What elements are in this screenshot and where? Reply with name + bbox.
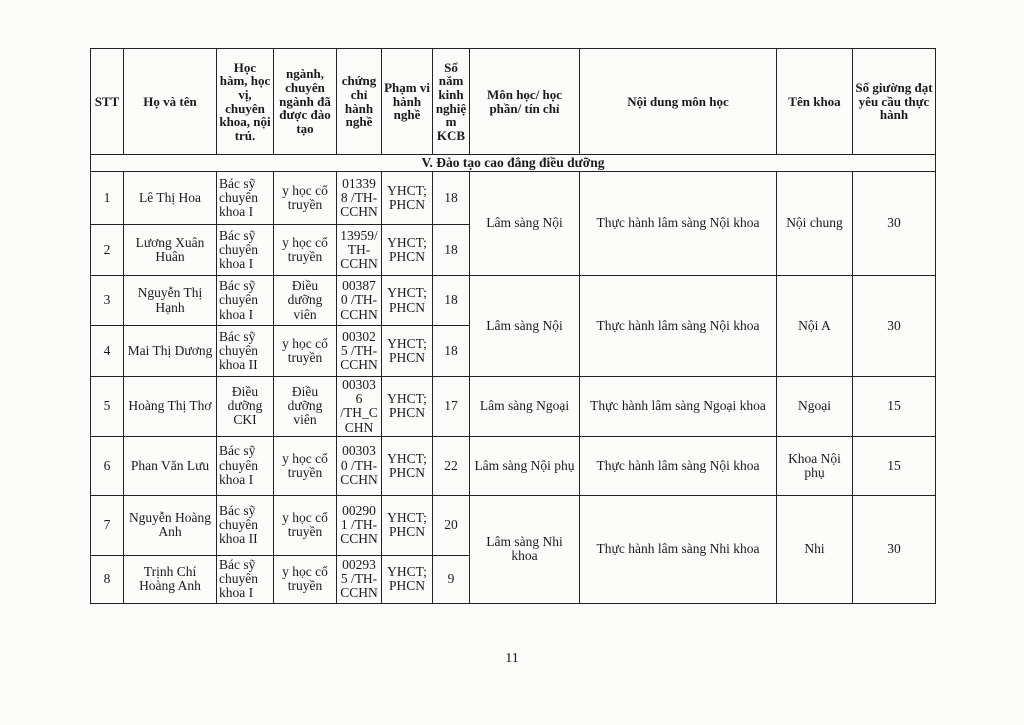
cell-name: Lương Xuân Huân: [124, 225, 217, 276]
cell-content: Thực hành lâm sàng Nội khoa: [580, 276, 777, 377]
cell-scope: YHCT; PHCN: [382, 276, 433, 326]
cell-degree: Bác sỹ chuyên khoa I: [217, 436, 274, 495]
cell-beds: 30: [853, 276, 936, 377]
cell-beds: 15: [853, 377, 936, 437]
cell-major: y học cổ truyền: [274, 225, 337, 276]
cell-cert: 013398 /TH-CCHN: [337, 172, 382, 225]
cell-years: 9: [433, 555, 470, 603]
cell-years: 18: [433, 172, 470, 225]
cell-degree: Bác sỹ chuyên khoa I: [217, 172, 274, 225]
cell-years: 18: [433, 225, 470, 276]
table-row: [91, 276, 936, 326]
cell-years: 18: [433, 276, 470, 326]
cell-stt: 1: [91, 172, 124, 225]
cell-name: Phan Văn Lưu: [124, 436, 217, 495]
page-number: 11: [505, 651, 519, 666]
cell-cert: 002901 /TH-CCHN: [337, 495, 382, 555]
header-cert: chứng chỉ hành nghề: [337, 49, 382, 155]
section-row: [91, 155, 936, 172]
header-stt: STT: [91, 49, 124, 155]
cell-degree: Bác sỹ chuyên khoa I: [217, 225, 274, 276]
header-row: [91, 49, 936, 155]
cell-years: 18: [433, 326, 470, 377]
cell-scope: YHCT; PHCN: [382, 377, 433, 437]
cell-subject: Lâm sàng Nội: [470, 276, 580, 377]
cell-major: y học cổ truyền: [274, 172, 337, 225]
cell-cert: 003025 /TH-CCHN: [337, 326, 382, 377]
cell-name: Hoàng Thị Thơ: [124, 377, 217, 437]
cell-years: 22: [433, 436, 470, 495]
cell-degree: Điều dưỡng CKI: [217, 377, 274, 437]
table-row: [91, 172, 936, 225]
cell-dept: Nhi: [777, 495, 853, 603]
cell-name: Lê Thị Hoa: [124, 172, 217, 225]
cell-degree: Bác sỹ chuyên khoa II: [217, 495, 274, 555]
section-title: V. Đào tạo cao đẳng điều dưỡng: [91, 155, 936, 172]
header-major: ngành, chuyên ngành đã được đào tạo: [274, 49, 337, 155]
cell-major: y học cổ truyền: [274, 326, 337, 377]
header-name: Họ và tên: [124, 49, 217, 155]
cell-degree: Bác sỹ chuyên khoa I: [217, 276, 274, 326]
cell-major: y học cổ truyền: [274, 495, 337, 555]
cell-scope: YHCT; PHCN: [382, 172, 433, 225]
cell-scope: YHCT; PHCN: [382, 326, 433, 377]
cell-dept: Nội A: [777, 276, 853, 377]
cell-name: Nguyễn Thị Hạnh: [124, 276, 217, 326]
cell-cert: 003030 /TH-CCHN: [337, 436, 382, 495]
cell-scope: YHCT; PHCN: [382, 555, 433, 603]
cell-content: Thực hành lâm sàng Ngoại khoa: [580, 377, 777, 437]
cell-subject: Lâm sàng Nội phụ: [470, 436, 580, 495]
cell-beds: 30: [853, 172, 936, 276]
staff-table: [90, 48, 936, 604]
cell-degree: Bác sỹ chuyên khoa I: [217, 555, 274, 603]
header-content: Nội dung môn học: [580, 49, 777, 155]
cell-stt: 5: [91, 377, 124, 437]
cell-major: Điều dưỡng viên: [274, 377, 337, 437]
cell-scope: YHCT; PHCN: [382, 225, 433, 276]
cell-degree: Bác sỹ chuyên khoa II: [217, 326, 274, 377]
cell-subject: Lâm sàng Nội: [470, 172, 580, 276]
table-row: [91, 377, 936, 437]
cell-dept: Nội chung: [777, 172, 853, 276]
header-years: Số năm kinh nghiệm KCB: [433, 49, 470, 155]
staff-table-container: [90, 48, 935, 604]
header-subject: Môn học/ học phần/ tín chỉ: [470, 49, 580, 155]
cell-subject: Lâm sàng Ngoại: [470, 377, 580, 437]
cell-content: Thực hành lâm sàng Nội khoa: [580, 172, 777, 276]
cell-name: Mai Thị Dương: [124, 326, 217, 377]
cell-content: Thực hành lâm sàng Nhi khoa: [580, 495, 777, 603]
cell-stt: 6: [91, 436, 124, 495]
cell-name: Nguyễn Hoàng Anh: [124, 495, 217, 555]
table-row: [91, 495, 936, 555]
cell-scope: YHCT; PHCN: [382, 495, 433, 555]
header-degree: Học hàm, học vị, chuyên khoa, nội trú.: [217, 49, 274, 155]
cell-stt: 4: [91, 326, 124, 377]
cell-beds: 15: [853, 436, 936, 495]
header-dept: Tên khoa: [777, 49, 853, 155]
cell-stt: 3: [91, 276, 124, 326]
header-scope: Phạm vi hành nghề: [382, 49, 433, 155]
cell-cert: 13959/ TH-CCHN: [337, 225, 382, 276]
cell-major: y học cổ truyền: [274, 555, 337, 603]
cell-major: y học cổ truyền: [274, 436, 337, 495]
cell-cert: 002935 /TH-CCHN: [337, 555, 382, 603]
cell-major: Điều dưỡng viên: [274, 276, 337, 326]
cell-content: Thực hành lâm sàng Nội khoa: [580, 436, 777, 495]
header-beds: Số giường đạt yêu cầu thực hành: [853, 49, 936, 155]
cell-dept: Ngoại: [777, 377, 853, 437]
cell-subject: Lâm sàng Nhi khoa: [470, 495, 580, 603]
cell-scope: YHCT; PHCN: [382, 436, 433, 495]
cell-stt: 8: [91, 555, 124, 603]
cell-years: 20: [433, 495, 470, 555]
cell-dept: Khoa Nội phụ: [777, 436, 853, 495]
cell-cert: 003870 /TH-CCHN: [337, 276, 382, 326]
cell-years: 17: [433, 377, 470, 437]
cell-stt: 7: [91, 495, 124, 555]
cell-stt: 2: [91, 225, 124, 276]
table-row: [91, 436, 936, 495]
cell-cert: 003036 /TH_C CHN: [337, 377, 382, 437]
cell-beds: 30: [853, 495, 936, 603]
cell-name: Trịnh Chí Hoàng Anh: [124, 555, 217, 603]
